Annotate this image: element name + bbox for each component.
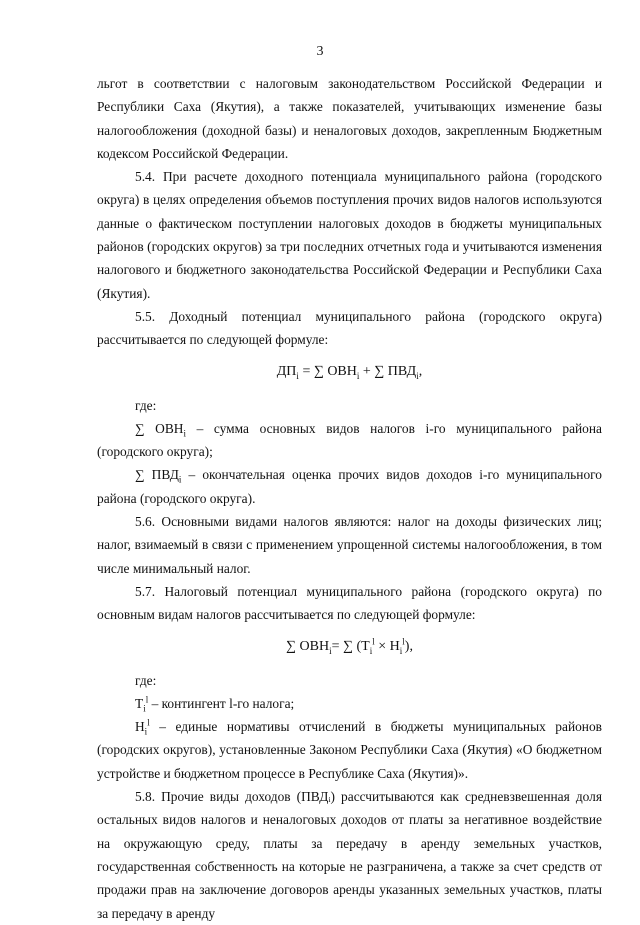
formula-dp: ДП bbox=[276, 363, 297, 379]
definition-ovn: ∑ $ОВН_i$ – сумма основных видов налогов i-го муниципального района (городского округа); bbox=[97, 420, 602, 460]
definition-n: $Н_i^l$ – единые нормативы отчислений в бюджеты муниципальных районов (городских округов), установленные Законом Республики Саха (Якутия) «О бюджетном устройстве и бюджетном процессе в Республике Саха (Якутия)». bbox=[97, 717, 602, 781]
paragraph-5-6: 5.6. Основными видами налогов являются: налог на доходы физических лиц; налог, взимаемый в связи с применением упрощенной системы налогообложения, в том числе минимальный налог. bbox=[97, 514, 602, 576]
formula-income-potential: $ДП_i$ = ∑ $ОВН_i$ + ∑ $ПВД_i$, bbox=[276, 363, 423, 381]
paragraph-5-4: 5.4. При расчете доходного потенциала муниципального района (городского округа) в целях определения объемов поступления прочих видов налогов используются данные о фактическом поступлении налоговых доходов в бюджеты муниципальных районов (городских округов) за три последних отчетных года и учитываются изменения налогового и бюджетного законодательства Российской Федерации и Республики Саха (Якутия). bbox=[97, 169, 602, 301]
document-body bbox=[97, 72, 602, 925]
page-number: 3 bbox=[316, 44, 324, 59]
where-label-1: где: bbox=[135, 397, 157, 413]
definition-t: $T_i^l$ – контингент l-го налога; bbox=[135, 694, 295, 714]
paragraph-5-8: 5.8. Прочие виды доходов (ПВДᵢ) рассчитываются как средневзвешенная доля остальных видов налогов и неналоговых доходов от платы за негативное воздействие на окружающую среду, платы за передачу в аренду земельных участков, государственная собственность на которые не разграничена, а также за счет средств от продажи прав на заключение договоров аренды указанных земельных участков, платы за передачу в аренду bbox=[97, 789, 602, 921]
formula-tax-potential: ∑ $ОВН_i=$ ∑ $(T_i^l \times Н_i^l)$, bbox=[286, 635, 413, 656]
definition-pvd: ∑ $ПВД_i$ – окончательная оценка прочих видов доходов i-го муниципального района (городского округа). bbox=[97, 467, 603, 506]
paragraph-5-7: 5.7. Налоговый потенциал муниципального района (городского округа) по основным видам налогов рассчитывается по следующей формуле: bbox=[97, 583, 602, 623]
paragraph-continuation: льгот в соответствии с налоговым законодательством Российской Федерации и Республики Саха (Якутия), а также показателей, учитывающих изменение базы налогообложения (доходной базы) и неналоговых доходов, закрепленным Бюджетным кодексом Российской Федерации. bbox=[97, 76, 602, 161]
where-label-2: где: bbox=[135, 672, 157, 688]
paragraph-5-5: 5.5. Доходный потенциал муниципального района (городского округа) рассчитывается по следующей формуле: bbox=[97, 308, 602, 348]
